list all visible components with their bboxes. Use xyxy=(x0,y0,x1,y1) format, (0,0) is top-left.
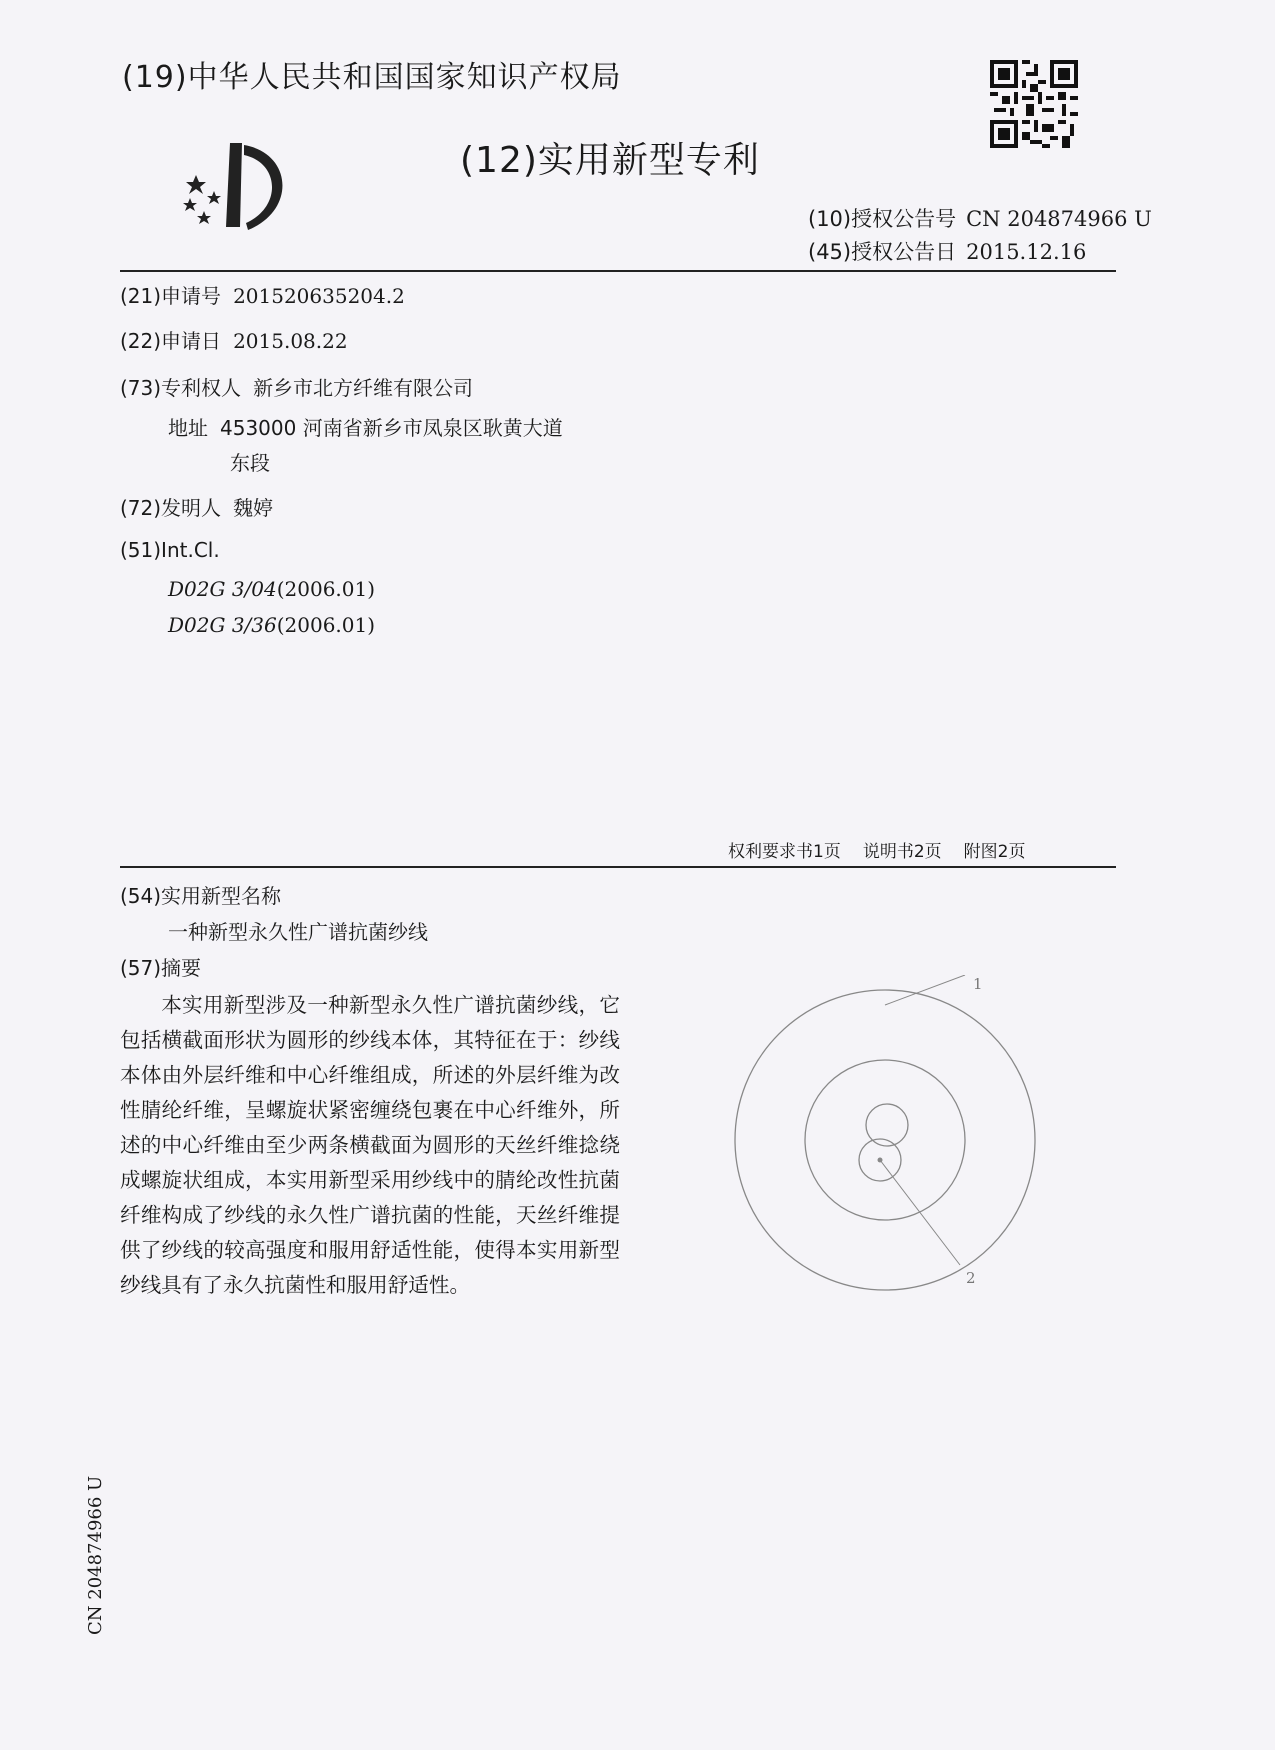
application-number: 201520635204.2 xyxy=(233,284,405,308)
qr-code xyxy=(990,60,1078,148)
publication-date-label: (45)授权公告日 xyxy=(808,240,957,264)
inventor: 魏婷 xyxy=(233,496,274,520)
patentee: 新乡市北方纤维有限公司 xyxy=(253,376,474,400)
yarn-cross-section-figure xyxy=(730,975,1060,1315)
classification-2 xyxy=(168,613,375,637)
classification-code: D02G 3/36 xyxy=(168,613,277,637)
application-number-row xyxy=(120,280,405,309)
application-date-label: (22)申请日 xyxy=(120,329,222,353)
drawings-pages: 附图2页 xyxy=(963,842,1026,862)
inventor-row xyxy=(120,492,273,521)
publication-date-row xyxy=(808,236,1086,266)
int-cl-label-text: (51)Int.Cl. xyxy=(120,538,220,562)
address-row xyxy=(168,412,563,441)
publication-number-row xyxy=(808,203,1152,233)
publication-number-label: (10)授权公告号 xyxy=(808,207,957,231)
patentee-label: (73)专利权人 xyxy=(120,376,242,400)
classification-year: (2006.01) xyxy=(276,613,376,637)
claims-pages: 权利要求书1页 xyxy=(728,842,841,862)
application-number-label: (21)申请号 xyxy=(120,284,222,308)
inventor-label: (72)发明人 xyxy=(120,496,222,520)
page-counts xyxy=(728,837,1047,862)
patentee-row xyxy=(120,372,473,401)
leader-line-2 xyxy=(880,1160,960,1265)
address-label: 地址 xyxy=(168,416,208,440)
application-date: 2015.08.22 xyxy=(233,329,348,353)
office-name: (19)中华人民共和国国家知识产权局 xyxy=(122,60,622,95)
document-type: (12)实用新型专利 xyxy=(460,140,760,181)
side-publication-code: CN 204874966 U xyxy=(85,1475,106,1635)
application-date-row xyxy=(120,325,348,354)
int-cl-label xyxy=(120,538,220,562)
section-divider xyxy=(120,866,1116,868)
publication-number: CN 204874966 U xyxy=(966,207,1152,231)
figure-label-2: 2 xyxy=(966,1269,976,1287)
classification-1 xyxy=(168,577,375,601)
utility-model-title: 一种新型永久性广谱抗菌纱线 xyxy=(168,920,428,944)
address: 453000 河南省新乡市凤泉区耿黄大道 xyxy=(220,416,563,440)
cnipa-logo xyxy=(182,135,304,235)
description-pages: 说明书2页 xyxy=(862,842,942,862)
abstract-label: (57)摘要 xyxy=(120,956,202,980)
figure-label-1: 1 xyxy=(973,975,983,993)
classification-code: D02G 3/04 xyxy=(168,577,277,601)
classification-year: (2006.01) xyxy=(276,577,376,601)
publication-date: 2015.12.16 xyxy=(966,240,1087,264)
header-divider xyxy=(120,270,1116,272)
abstract-text: 本实用新型涉及一种新型永久性广谱抗菌纱线，它包括横截面形状为圆形的纱线本体，其特征在于：纱线本体由外层纤维和中心纤维组成，所述的外层纤维为改性腈纶纤维，呈螺旋状紧密缠绕包裹在中心纤维外，所述的中心纤维由至少两条横截面为圆形的天丝纤维捻绕成螺旋状组成，本实用新型采用纱线中的腈纶改性抗菌纤维构成了纱线的永久性广谱抗菌的性能，天丝纤维提供了纱线的较高强度和服用舒适性能，使得本实用新型纱线具有了永久抗菌性和服用舒适性。 xyxy=(120,993,620,1297)
address-continuation: 东段 xyxy=(230,451,270,475)
title-label: (54)实用新型名称 xyxy=(120,884,282,908)
